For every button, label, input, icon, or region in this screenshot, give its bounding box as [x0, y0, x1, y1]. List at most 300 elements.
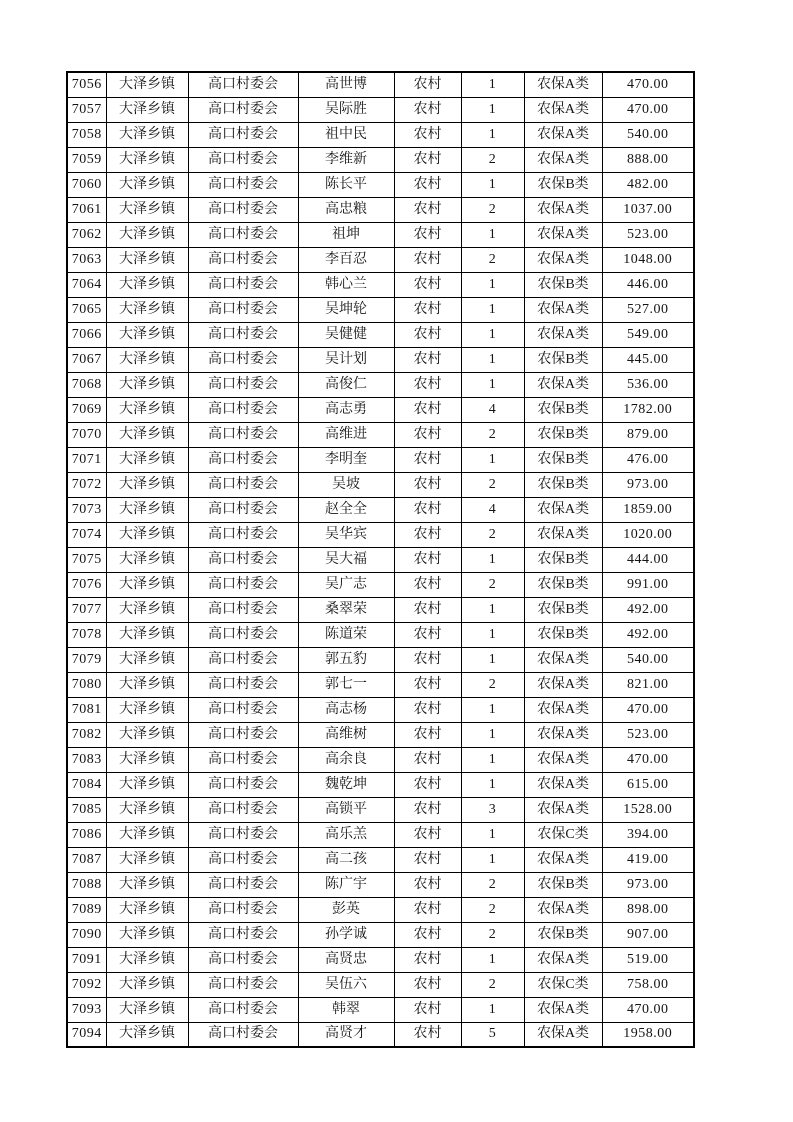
village-committee-cell: 高口村委会 [188, 272, 298, 297]
residence-type-cell: 农村 [394, 347, 461, 372]
amount-cell: 549.00 [602, 322, 694, 347]
table-row [67, 697, 694, 722]
person-name-cell: 高维进 [298, 422, 394, 447]
insurance-category-cell: 农保A类 [524, 797, 602, 822]
serial-number-cell: 7082 [67, 722, 106, 747]
serial-number-cell: 7075 [67, 547, 106, 572]
serial-number-cell: 7089 [67, 897, 106, 922]
person-count-cell: 2 [461, 972, 524, 997]
town-cell: 大泽乡镇 [106, 247, 188, 272]
person-count-cell: 4 [461, 497, 524, 522]
village-committee-cell: 高口村委会 [188, 147, 298, 172]
amount-cell: 394.00 [602, 822, 694, 847]
person-count-cell: 1 [461, 322, 524, 347]
amount-cell: 470.00 [602, 72, 694, 97]
village-committee-cell: 高口村委会 [188, 372, 298, 397]
town-cell: 大泽乡镇 [106, 922, 188, 947]
insurance-category-cell: 农保A类 [524, 1022, 602, 1047]
insurance-category-cell: 农保A类 [524, 72, 602, 97]
village-committee-cell: 高口村委会 [188, 897, 298, 922]
village-committee-cell: 高口村委会 [188, 397, 298, 422]
residence-type-cell: 农村 [394, 622, 461, 647]
person-name-cell: 祖坤 [298, 222, 394, 247]
serial-number-cell: 7074 [67, 522, 106, 547]
town-cell: 大泽乡镇 [106, 697, 188, 722]
amount-cell: 758.00 [602, 972, 694, 997]
residence-type-cell: 农村 [394, 697, 461, 722]
amount-cell: 523.00 [602, 222, 694, 247]
residence-type-cell: 农村 [394, 1022, 461, 1047]
table-row [67, 797, 694, 822]
person-count-cell: 2 [461, 472, 524, 497]
amount-cell: 492.00 [602, 597, 694, 622]
amount-cell: 821.00 [602, 672, 694, 697]
amount-cell: 991.00 [602, 572, 694, 597]
amount-cell: 973.00 [602, 472, 694, 497]
table-row [67, 122, 694, 147]
table-row [67, 922, 694, 947]
amount-cell: 907.00 [602, 922, 694, 947]
person-count-cell: 2 [461, 672, 524, 697]
table-row [67, 772, 694, 797]
person-name-cell: 吴坡 [298, 472, 394, 497]
person-name-cell: 高锁平 [298, 797, 394, 822]
table-row [67, 847, 694, 872]
village-committee-cell: 高口村委会 [188, 997, 298, 1022]
insurance-category-cell: 农保B类 [524, 872, 602, 897]
table-row [67, 322, 694, 347]
serial-number-cell: 7067 [67, 347, 106, 372]
insurance-category-cell: 农保B类 [524, 447, 602, 472]
town-cell: 大泽乡镇 [106, 797, 188, 822]
person-count-cell: 1 [461, 547, 524, 572]
residence-type-cell: 农村 [394, 572, 461, 597]
insurance-category-cell: 农保A类 [524, 747, 602, 772]
residence-type-cell: 农村 [394, 447, 461, 472]
insurance-category-cell: 农保B类 [524, 172, 602, 197]
table-row [67, 147, 694, 172]
table-row [67, 472, 694, 497]
insurance-category-cell: 农保A类 [524, 522, 602, 547]
town-cell: 大泽乡镇 [106, 472, 188, 497]
person-name-cell: 高贤才 [298, 1022, 394, 1047]
town-cell: 大泽乡镇 [106, 647, 188, 672]
town-cell: 大泽乡镇 [106, 672, 188, 697]
table-row [67, 972, 694, 997]
person-count-cell: 2 [461, 522, 524, 547]
serial-number-cell: 7065 [67, 297, 106, 322]
town-cell: 大泽乡镇 [106, 747, 188, 772]
person-name-cell: 陈长平 [298, 172, 394, 197]
person-name-cell: 李维新 [298, 147, 394, 172]
residence-type-cell: 农村 [394, 822, 461, 847]
table-row [67, 172, 694, 197]
town-cell: 大泽乡镇 [106, 197, 188, 222]
residence-type-cell: 农村 [394, 797, 461, 822]
person-name-cell: 韩翠 [298, 997, 394, 1022]
table-row [67, 397, 694, 422]
village-committee-cell: 高口村委会 [188, 697, 298, 722]
serial-number-cell: 7078 [67, 622, 106, 647]
amount-cell: 523.00 [602, 722, 694, 747]
town-cell: 大泽乡镇 [106, 597, 188, 622]
person-name-cell: 高维树 [298, 722, 394, 747]
village-committee-cell: 高口村委会 [188, 572, 298, 597]
amount-cell: 470.00 [602, 697, 694, 722]
residence-type-cell: 农村 [394, 322, 461, 347]
person-name-cell: 高志杨 [298, 697, 394, 722]
residence-type-cell: 农村 [394, 422, 461, 447]
serial-number-cell: 7062 [67, 222, 106, 247]
serial-number-cell: 7070 [67, 422, 106, 447]
residence-type-cell: 农村 [394, 972, 461, 997]
residence-type-cell: 农村 [394, 72, 461, 97]
serial-number-cell: 7090 [67, 922, 106, 947]
person-count-cell: 3 [461, 797, 524, 822]
table-row [67, 1022, 694, 1047]
person-name-cell: 郭五豹 [298, 647, 394, 672]
serial-number-cell: 7083 [67, 747, 106, 772]
amount-cell: 1020.00 [602, 522, 694, 547]
village-committee-cell: 高口村委会 [188, 922, 298, 947]
person-count-cell: 1 [461, 272, 524, 297]
serial-number-cell: 7076 [67, 572, 106, 597]
village-committee-cell: 高口村委会 [188, 972, 298, 997]
town-cell: 大泽乡镇 [106, 372, 188, 397]
residence-type-cell: 农村 [394, 947, 461, 972]
serial-number-cell: 7087 [67, 847, 106, 872]
amount-cell: 446.00 [602, 272, 694, 297]
town-cell: 大泽乡镇 [106, 622, 188, 647]
person-count-cell: 2 [461, 872, 524, 897]
person-count-cell: 1 [461, 747, 524, 772]
town-cell: 大泽乡镇 [106, 772, 188, 797]
person-count-cell: 1 [461, 597, 524, 622]
serial-number-cell: 7060 [67, 172, 106, 197]
insurance-category-cell: 农保A类 [524, 897, 602, 922]
person-count-cell: 1 [461, 847, 524, 872]
insurance-category-cell: 农保A类 [524, 997, 602, 1022]
person-name-cell: 高贤忠 [298, 947, 394, 972]
amount-cell: 888.00 [602, 147, 694, 172]
town-cell: 大泽乡镇 [106, 297, 188, 322]
town-cell: 大泽乡镇 [106, 972, 188, 997]
amount-cell: 536.00 [602, 372, 694, 397]
insurance-category-cell: 农保A类 [524, 672, 602, 697]
serial-number-cell: 7056 [67, 72, 106, 97]
person-name-cell: 吴华宾 [298, 522, 394, 547]
village-committee-cell: 高口村委会 [188, 497, 298, 522]
table-row [67, 347, 694, 372]
person-name-cell: 高二孩 [298, 847, 394, 872]
person-count-cell: 1 [461, 347, 524, 372]
person-count-cell: 1 [461, 622, 524, 647]
table-row [67, 947, 694, 972]
insurance-category-cell: 农保A类 [524, 722, 602, 747]
amount-cell: 879.00 [602, 422, 694, 447]
table-row [67, 197, 694, 222]
insurance-category-cell: 农保A类 [524, 297, 602, 322]
town-cell: 大泽乡镇 [106, 572, 188, 597]
table-row [67, 997, 694, 1022]
serial-number-cell: 7077 [67, 597, 106, 622]
town-cell: 大泽乡镇 [106, 522, 188, 547]
village-committee-cell: 高口村委会 [188, 247, 298, 272]
person-count-cell: 2 [461, 897, 524, 922]
insurance-category-cell: 农保A类 [524, 197, 602, 222]
table-row [67, 822, 694, 847]
insurance-category-cell: 农保A类 [524, 322, 602, 347]
village-committee-cell: 高口村委会 [188, 72, 298, 97]
insurance-category-cell: 农保B类 [524, 922, 602, 947]
person-count-cell: 4 [461, 397, 524, 422]
town-cell: 大泽乡镇 [106, 822, 188, 847]
serial-number-cell: 7080 [67, 672, 106, 697]
residence-type-cell: 农村 [394, 597, 461, 622]
person-name-cell: 魏乾坤 [298, 772, 394, 797]
person-name-cell: 郭七一 [298, 672, 394, 697]
residence-type-cell: 农村 [394, 672, 461, 697]
town-cell: 大泽乡镇 [106, 447, 188, 472]
person-name-cell: 彭英 [298, 897, 394, 922]
village-committee-cell: 高口村委会 [188, 472, 298, 497]
town-cell: 大泽乡镇 [106, 997, 188, 1022]
residence-type-cell: 农村 [394, 872, 461, 897]
table-row [67, 597, 694, 622]
person-count-cell: 2 [461, 147, 524, 172]
serial-number-cell: 7073 [67, 497, 106, 522]
village-committee-cell: 高口村委会 [188, 822, 298, 847]
village-committee-cell: 高口村委会 [188, 672, 298, 697]
insurance-category-cell: 农保A类 [524, 772, 602, 797]
serial-number-cell: 7061 [67, 197, 106, 222]
village-committee-cell: 高口村委会 [188, 622, 298, 647]
amount-cell: 1782.00 [602, 397, 694, 422]
person-count-cell: 1 [461, 172, 524, 197]
person-count-cell: 1 [461, 647, 524, 672]
insurance-category-cell: 农保C类 [524, 972, 602, 997]
town-cell: 大泽乡镇 [106, 122, 188, 147]
village-committee-cell: 高口村委会 [188, 547, 298, 572]
person-name-cell: 吴大福 [298, 547, 394, 572]
person-name-cell: 陈广宇 [298, 872, 394, 897]
person-count-cell: 2 [461, 572, 524, 597]
table-row [67, 522, 694, 547]
amount-cell: 476.00 [602, 447, 694, 472]
serial-number-cell: 7072 [67, 472, 106, 497]
serial-number-cell: 7085 [67, 797, 106, 822]
town-cell: 大泽乡镇 [106, 222, 188, 247]
table-row [67, 247, 694, 272]
table-row [67, 897, 694, 922]
person-name-cell: 高余良 [298, 747, 394, 772]
table-row [67, 72, 694, 97]
town-cell: 大泽乡镇 [106, 547, 188, 572]
town-cell: 大泽乡镇 [106, 322, 188, 347]
insurance-category-cell: 农保A类 [524, 697, 602, 722]
amount-cell: 1528.00 [602, 797, 694, 822]
residence-type-cell: 农村 [394, 97, 461, 122]
table-row [67, 747, 694, 772]
serial-number-cell: 7092 [67, 972, 106, 997]
serial-number-cell: 7068 [67, 372, 106, 397]
village-committee-cell: 高口村委会 [188, 597, 298, 622]
table-row [67, 272, 694, 297]
table-row [67, 872, 694, 897]
amount-cell: 1037.00 [602, 197, 694, 222]
town-cell: 大泽乡镇 [106, 97, 188, 122]
insurance-category-cell: 农保A类 [524, 372, 602, 397]
person-count-cell: 1 [461, 122, 524, 147]
village-committee-cell: 高口村委会 [188, 647, 298, 672]
village-committee-cell: 高口村委会 [188, 297, 298, 322]
residence-type-cell: 农村 [394, 372, 461, 397]
serial-number-cell: 7081 [67, 697, 106, 722]
person-count-cell: 2 [461, 422, 524, 447]
person-name-cell: 吴际胜 [298, 97, 394, 122]
residence-type-cell: 农村 [394, 847, 461, 872]
person-name-cell: 吴健健 [298, 322, 394, 347]
residence-type-cell: 农村 [394, 222, 461, 247]
person-name-cell: 李百忍 [298, 247, 394, 272]
amount-cell: 492.00 [602, 622, 694, 647]
residence-type-cell: 农村 [394, 397, 461, 422]
serial-number-cell: 7086 [67, 822, 106, 847]
village-committee-cell: 高口村委会 [188, 947, 298, 972]
table-row [67, 422, 694, 447]
amount-cell: 1958.00 [602, 1022, 694, 1047]
insurance-category-cell: 农保B类 [524, 547, 602, 572]
table-row [67, 572, 694, 597]
residence-type-cell: 农村 [394, 147, 461, 172]
village-committee-cell: 高口村委会 [188, 322, 298, 347]
serial-number-cell: 7057 [67, 97, 106, 122]
town-cell: 大泽乡镇 [106, 272, 188, 297]
amount-cell: 527.00 [602, 297, 694, 322]
village-committee-cell: 高口村委会 [188, 772, 298, 797]
insurance-category-cell: 农保A类 [524, 947, 602, 972]
residence-type-cell: 农村 [394, 547, 461, 572]
serial-number-cell: 7063 [67, 247, 106, 272]
residence-type-cell: 农村 [394, 497, 461, 522]
town-cell: 大泽乡镇 [106, 897, 188, 922]
pension-roster-table [66, 71, 695, 1048]
person-name-cell: 高世博 [298, 72, 394, 97]
amount-cell: 419.00 [602, 847, 694, 872]
table-row [67, 447, 694, 472]
person-count-cell: 1 [461, 447, 524, 472]
village-committee-cell: 高口村委会 [188, 1022, 298, 1047]
serial-number-cell: 7091 [67, 947, 106, 972]
table-row [67, 647, 694, 672]
insurance-category-cell: 农保A类 [524, 497, 602, 522]
residence-type-cell: 农村 [394, 122, 461, 147]
town-cell: 大泽乡镇 [106, 147, 188, 172]
amount-cell: 470.00 [602, 747, 694, 772]
table-row [67, 722, 694, 747]
insurance-category-cell: 农保A类 [524, 97, 602, 122]
residence-type-cell: 农村 [394, 297, 461, 322]
amount-cell: 540.00 [602, 122, 694, 147]
person-name-cell: 陈道荣 [298, 622, 394, 647]
table-row [67, 297, 694, 322]
person-name-cell: 高忠粮 [298, 197, 394, 222]
village-committee-cell: 高口村委会 [188, 797, 298, 822]
person-name-cell: 高俊仁 [298, 372, 394, 397]
residence-type-cell: 农村 [394, 722, 461, 747]
town-cell: 大泽乡镇 [106, 172, 188, 197]
person-name-cell: 祖中民 [298, 122, 394, 147]
person-count-cell: 1 [461, 772, 524, 797]
serial-number-cell: 7079 [67, 647, 106, 672]
person-name-cell: 吴广志 [298, 572, 394, 597]
village-committee-cell: 高口村委会 [188, 172, 298, 197]
town-cell: 大泽乡镇 [106, 722, 188, 747]
table-row [67, 622, 694, 647]
village-committee-cell: 高口村委会 [188, 347, 298, 372]
serial-number-cell: 7058 [67, 122, 106, 147]
village-committee-cell: 高口村委会 [188, 97, 298, 122]
table-row [67, 222, 694, 247]
person-count-cell: 1 [461, 822, 524, 847]
serial-number-cell: 7084 [67, 772, 106, 797]
residence-type-cell: 农村 [394, 897, 461, 922]
person-count-cell: 1 [461, 297, 524, 322]
amount-cell: 898.00 [602, 897, 694, 922]
town-cell: 大泽乡镇 [106, 947, 188, 972]
table-row [67, 497, 694, 522]
village-committee-cell: 高口村委会 [188, 747, 298, 772]
town-cell: 大泽乡镇 [106, 72, 188, 97]
residence-type-cell: 农村 [394, 272, 461, 297]
person-count-cell: 1 [461, 947, 524, 972]
person-name-cell: 韩心兰 [298, 272, 394, 297]
table-row [67, 97, 694, 122]
residence-type-cell: 农村 [394, 172, 461, 197]
insurance-category-cell: 农保A类 [524, 247, 602, 272]
table-row [67, 547, 694, 572]
town-cell: 大泽乡镇 [106, 397, 188, 422]
village-committee-cell: 高口村委会 [188, 122, 298, 147]
village-committee-cell: 高口村委会 [188, 522, 298, 547]
insurance-category-cell: 农保B类 [524, 472, 602, 497]
insurance-category-cell: 农保A类 [524, 847, 602, 872]
person-name-cell: 吴坤轮 [298, 297, 394, 322]
town-cell: 大泽乡镇 [106, 1022, 188, 1047]
person-count-cell: 1 [461, 697, 524, 722]
person-count-cell: 2 [461, 247, 524, 272]
residence-type-cell: 农村 [394, 922, 461, 947]
serial-number-cell: 7064 [67, 272, 106, 297]
village-committee-cell: 高口村委会 [188, 447, 298, 472]
amount-cell: 1859.00 [602, 497, 694, 522]
person-name-cell: 吴计划 [298, 347, 394, 372]
person-name-cell: 李明奎 [298, 447, 394, 472]
person-count-cell: 1 [461, 97, 524, 122]
residence-type-cell: 农村 [394, 247, 461, 272]
insurance-category-cell: 农保B类 [524, 597, 602, 622]
village-committee-cell: 高口村委会 [188, 422, 298, 447]
insurance-category-cell: 农保A类 [524, 647, 602, 672]
table-row [67, 372, 694, 397]
person-count-cell: 1 [461, 722, 524, 747]
person-count-cell: 1 [461, 997, 524, 1022]
person-name-cell: 高乐羔 [298, 822, 394, 847]
insurance-category-cell: 农保B类 [524, 622, 602, 647]
serial-number-cell: 7094 [67, 1022, 106, 1047]
person-name-cell: 桑翠荣 [298, 597, 394, 622]
residence-type-cell: 农村 [394, 472, 461, 497]
